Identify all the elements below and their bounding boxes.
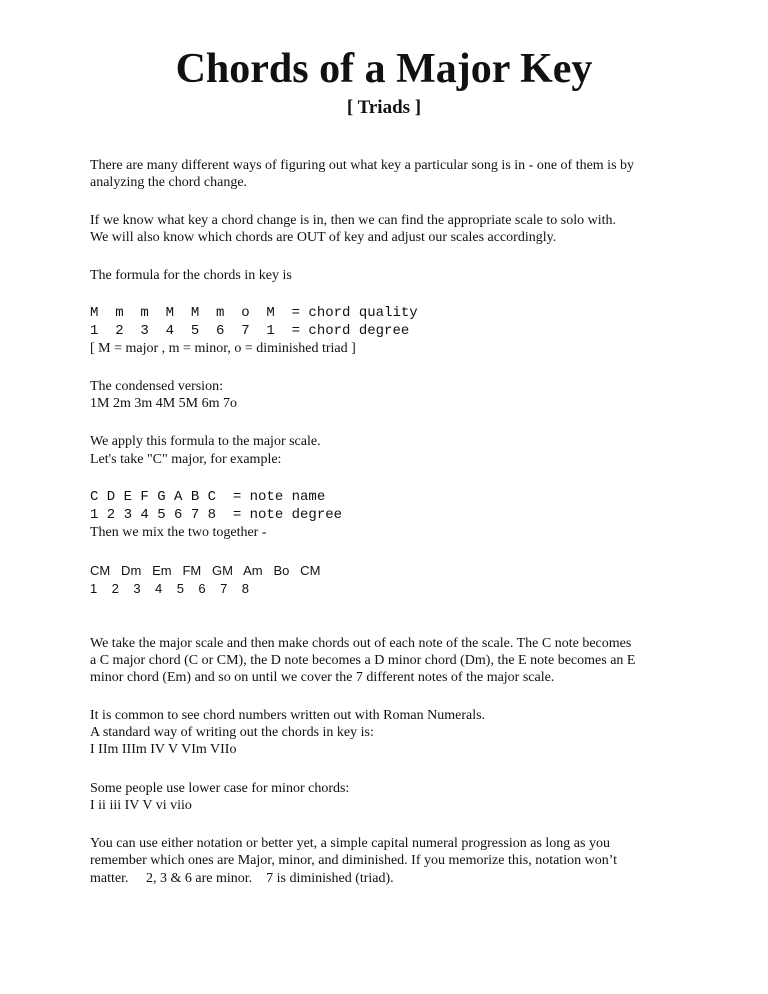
formula-intro: The formula for the chords in key is xyxy=(90,268,292,283)
condensed-label: The condensed version: xyxy=(90,379,223,394)
intro-line-1: There are many different ways of figuring out what key a particular song is in - one of them is by xyxy=(90,158,635,173)
formula-degree-row: 1 2 3 4 5 6 7 1 = chord degree xyxy=(90,323,410,339)
roman-line-1: It is common to see chord numbers written out with Roman Numerals. xyxy=(90,708,486,723)
intro-line-2: analyzing the chord change. xyxy=(90,175,248,190)
explain-line-2: a C major chord (C or CM), the D note becomes a D minor chord (Dm), the E note becomes an E xyxy=(90,653,636,668)
lower-numerals: I ii iii IV V vi viio xyxy=(90,798,192,813)
scale-names-row: C D E F G A B C = note name xyxy=(90,489,326,505)
closing-line-2: remember which ones are Major, minor, and diminished. If you memorize this, notation won’t xyxy=(90,853,617,868)
closing-line-3: matter. 2, 3 & 6 are minor. 7 is diminished (triad). xyxy=(90,871,394,886)
page-subtitle: [ Triads ] xyxy=(346,97,422,118)
apply-line-2: Let's take "C" major, for example: xyxy=(90,452,282,467)
mix-text: Then we mix the two together - xyxy=(90,525,267,540)
mixed-chords-row: CM Dm Em FM GM Am Bo CM xyxy=(90,563,321,578)
explain-line-3: minor chord (Em) and so on until we cover the 7 different notes of the major scale. xyxy=(90,670,555,685)
formula-quality-row: M m m M M m o M = chord quality xyxy=(90,305,418,321)
scale-degree-row: 1 2 3 4 5 6 7 8 = note degree xyxy=(90,507,343,523)
lower-line-1: Some people use lower case for minor chords: xyxy=(90,781,350,796)
key-paragraph-line-2: We will also know which chords are OUT of key and adjust our scales accordingly. xyxy=(90,230,557,245)
roman-numerals: I IIm IIIm IV V VIm VIIo xyxy=(90,742,237,757)
explain-line-1: We take the major scale and then make chords out of each note of the scale. The C note becomes xyxy=(90,636,632,651)
mixed-numbers-row: 1 2 3 4 5 6 7 8 xyxy=(90,581,249,596)
roman-line-2: A standard way of writing out the chords in key is: xyxy=(90,725,374,740)
formula-legend: [ M = major , m = minor, o = diminished triad ] xyxy=(90,341,356,356)
apply-line-1: We apply this formula to the major scale. xyxy=(90,434,321,449)
condensed-value: 1M 2m 3m 4M 5M 6m 7o xyxy=(90,396,238,411)
key-paragraph-line-1: If we know what key a chord change is in, then we can find the appropriate scale to solo with. xyxy=(90,213,616,228)
closing-line-1: You can use either notation or better yet, a simple capital numeral progression as long as you xyxy=(90,836,610,851)
page-title: Chords of a Major Key xyxy=(175,46,593,92)
